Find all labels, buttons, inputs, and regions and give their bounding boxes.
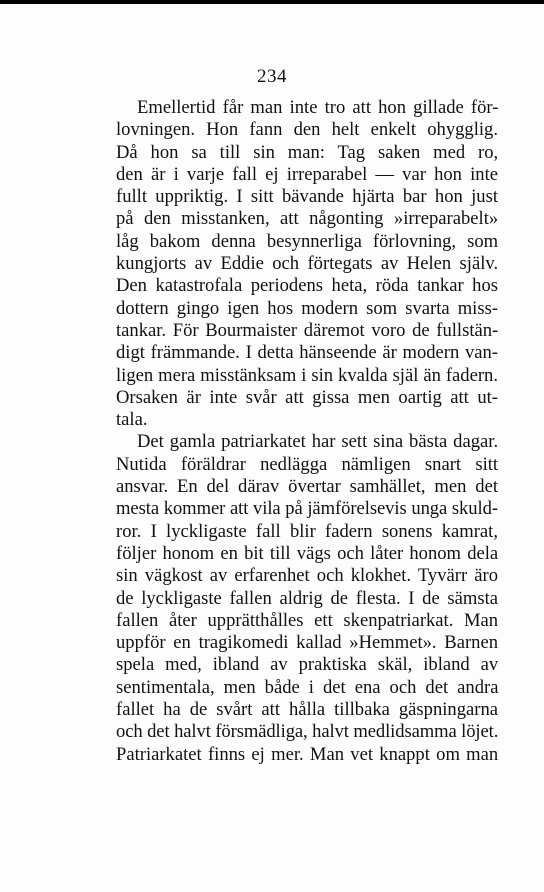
text-line: fallen åter upprätthålles ett skenpatriarkat. Man (116, 609, 499, 631)
text-line: digt främmande. I detta hänseende är modern van- (116, 342, 498, 364)
text-line: fallet ha de svårt att hålla tillbaka gäspningarna (116, 699, 498, 721)
paragraph-2 (116, 431, 498, 765)
text-line: tankar. För Bourmaister däremot voro de fullstän- (116, 319, 499, 341)
text-line: Orsaken är inte svår att gissa men oartig att ut- (116, 386, 498, 408)
text-line: ligen mera misstänksam i sin kvalda själ än fadern. (116, 364, 498, 386)
text-line: sentimentala, men både i det ena och det andra (116, 676, 499, 698)
text-line: Den katastrofala periodens heta, röda tankar hos (116, 275, 498, 297)
text-line: ansvar. En del därav övertar samhället, men det (116, 476, 498, 498)
text-line: Patriarkatet finns ej mer. Man vet knappt om man (116, 743, 499, 765)
text-line: dottern gingo igen hos modern som svarta miss- (116, 297, 498, 319)
text-line: Det gamla patriarkatet har sett sina bästa dagar. (137, 431, 499, 453)
text-line: lovningen. Hon fann den helt enkelt ohygglig. (116, 119, 498, 141)
text-line: Nutida föräldrar nedlägga nämligen snart sitt (116, 453, 499, 475)
text-line: spela med, ibland av praktiska skäl, ibland av (116, 654, 499, 676)
text-line: låg bakom denna besynnerliga förlovning, som (116, 230, 499, 252)
text-line: Då hon sa till sin man: Tag saken med ro, (116, 141, 499, 163)
text-line: på den misstanken, att någonting »irreparabelt» (116, 208, 499, 230)
text-line: den är i varje fall ej irreparabel — var hon inte (116, 163, 498, 185)
text-line: ror. I lyckligaste fall blir fadern sonens kamrat, (116, 520, 498, 542)
text-line: mesta kommer att vila på jämförelsevis unga skuld- (116, 498, 498, 520)
body-text (116, 97, 498, 766)
text-line: följer honom en bit till vägs och låter honom dela (116, 542, 499, 564)
text-line: uppför en tragikomedi kallad »Hemmet». Barnen (116, 632, 498, 654)
paragraph-1 (116, 97, 498, 431)
text-line: de lyckligaste fallen aldrig de flesta. I de sämsta (116, 587, 498, 609)
text-line: och det halvt försmädliga, halvt medlidsamma löjet. (116, 721, 499, 743)
text-line: kungjorts av Eddie och förtegats av Helen själv. (116, 253, 499, 275)
text-line: fullt uppriktig. I sitt bävande hjärta bar hon just (116, 186, 498, 208)
text-line: tala. (116, 409, 148, 431)
page-number: 234 (257, 66, 287, 87)
text-line: Emellertid får man inte tro att hon gillade för- (137, 97, 499, 118)
text-line: sin vägkost av erfarenhet och klokhet. Tyvärr äro (116, 565, 498, 587)
page-top-edge (0, 0, 544, 4)
